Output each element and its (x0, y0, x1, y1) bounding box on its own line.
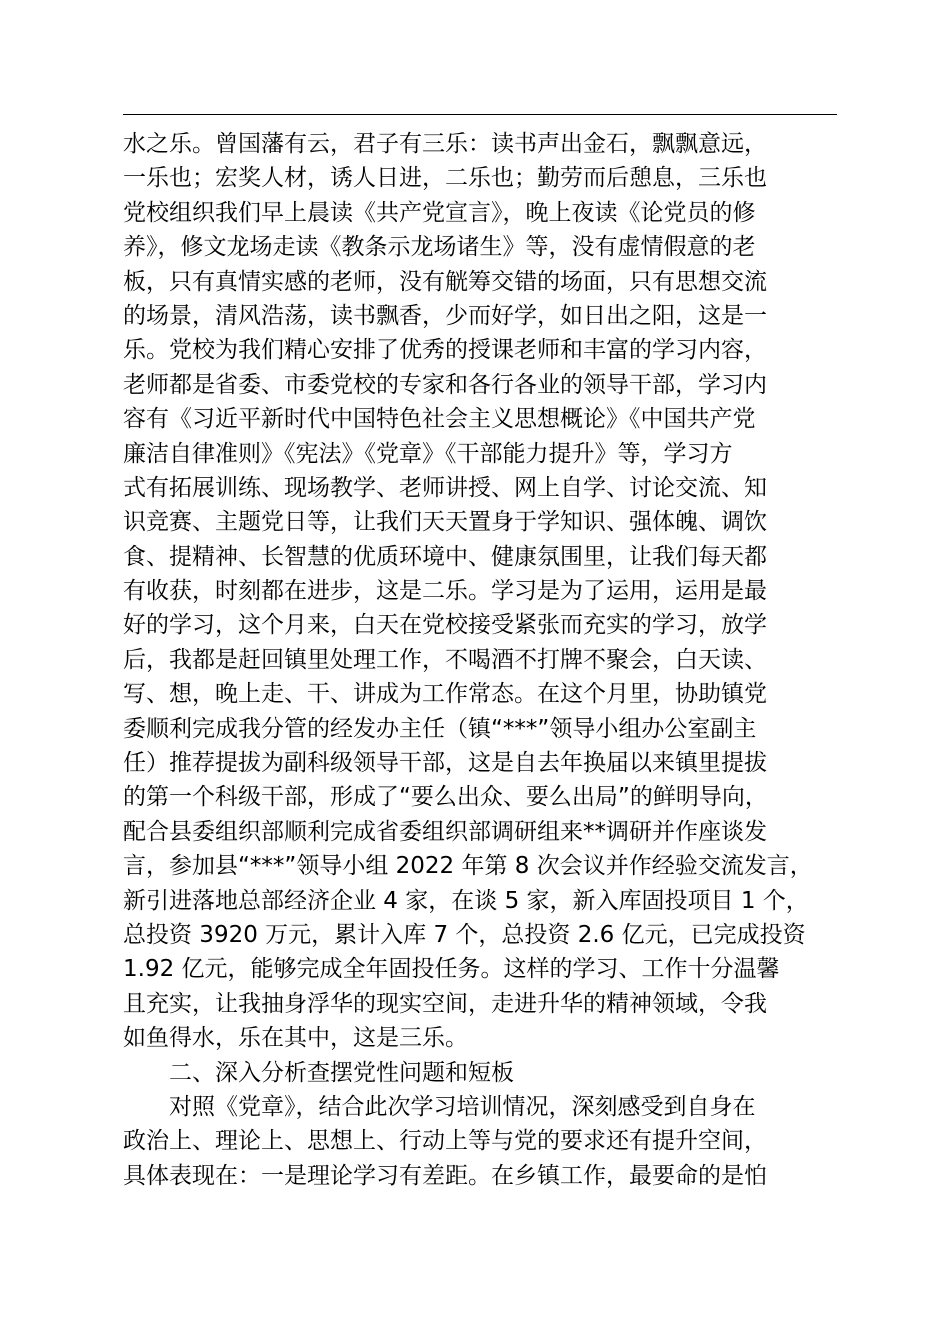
body-line: 对照《党章》，结合此次学习培训情况，深刻感受到自身在 (169, 1093, 756, 1120)
body-line: 有收获，时刻都在进步，这是二乐。学习是为了运用，运用是最 (123, 578, 767, 605)
body-line: 且充实，让我抽身浮华的现实空间，走进升华的精神领域，令我 (123, 990, 767, 1017)
section-heading: 二、深入分析查摆党性问题和短板 (169, 1059, 514, 1086)
body-line: 的场景，清风浩荡，读书飘香，少而好学，如日出之阳，这是一 (123, 302, 767, 329)
body-line: 水之乐。曾国藩有云，君子有三乐：读书声出金石，飘飘意远， (123, 131, 767, 157)
body-line: 1.92 亿元，能够完成全年固投任务。这样的学习、工作十分温馨 (123, 956, 780, 983)
body-line: 一乐也；宏奖人材，诱人日进，二乐也；勤劳而后憩息，三乐也 (123, 165, 767, 192)
body-line: 党校组织我们早上晨读《共产党宣言》，晚上夜读《论党员的修 (123, 199, 756, 226)
body-line: 委顺利完成我分管的经发办主任（镇“***”领导小组办公室副主 (123, 715, 757, 742)
body-line: 言，参加县“***”领导小组 2022 年第 8 次会议并作经验交流发言， (123, 853, 813, 880)
body-line: 容有《习近平新时代中国特色社会主义思想概论》《中国共产党 (123, 406, 756, 433)
body-line: 板，只有真情实感的老师，没有觥筹交错的场面，只有思想交流 (123, 268, 767, 295)
body-line: 任）推荐提拔为副科级领导干部，这是自去年换届以来镇里提拔 (123, 750, 767, 777)
body-line: 养》，修文龙场走读《教条示龙场诸生》等，没有虚情假意的老 (123, 234, 756, 261)
body-line: 廉洁自律准则》《宪法》《党章》《干部能力提升》等，学习方 (123, 440, 733, 467)
body-line: 写、想，晚上走、干、讲成为工作常态。在这个月里，协助镇党 (123, 681, 767, 708)
body-line: 式有拓展训练、现场教学、老师讲授、网上自学、讨论交流、知 (123, 474, 767, 501)
body-line: 具体表现在：一是理论学习有差距。在乡镇工作，最要命的是怕 (123, 1162, 767, 1189)
body-line: 老师都是省委、市委党校的专家和各行各业的领导干部，学习内 (123, 371, 767, 398)
body-line: 配合县委组织部顺利完成省委组织部调研组来**调研并作座谈发 (123, 818, 767, 845)
body-line: 的第一个科级干部，形成了“要么出众、要么出局”的鲜明导向， (123, 784, 768, 811)
body-line: 识竞赛、主题党日等，让我们天天置身于学知识、强体魄、调饮 (123, 509, 767, 536)
body-line: 政治上、理论上、思想上、行动上等与党的要求还有提升空间， (123, 1128, 767, 1155)
body-line: 如鱼得水，乐在其中，这是三乐。 (123, 1025, 468, 1052)
body-line: 好的学习，这个月来，白天在党校接受紧张而充实的学习，放学 (123, 612, 767, 639)
body-line: 总投资 3920 万元，累计入库 7 个，总投资 2.6 亿元，已完成投资 (123, 921, 806, 948)
header-rule (123, 114, 837, 115)
body-line: 食、提精神、长智慧的优质环境中、健康氛围里，让我们每天都 (123, 543, 767, 570)
body-line: 乐。党校为我们精心安排了优秀的授课老师和丰富的学习内容， (123, 337, 767, 364)
body-text (123, 127, 837, 1193)
body-line: 后，我都是赶回镇里处理工作，不喝酒不打牌不聚会，白天读、 (123, 646, 767, 673)
body-line: 新引进落地总部经济企业 4 家，在谈 5 家，新入库固投项目 1 个， (123, 887, 809, 914)
